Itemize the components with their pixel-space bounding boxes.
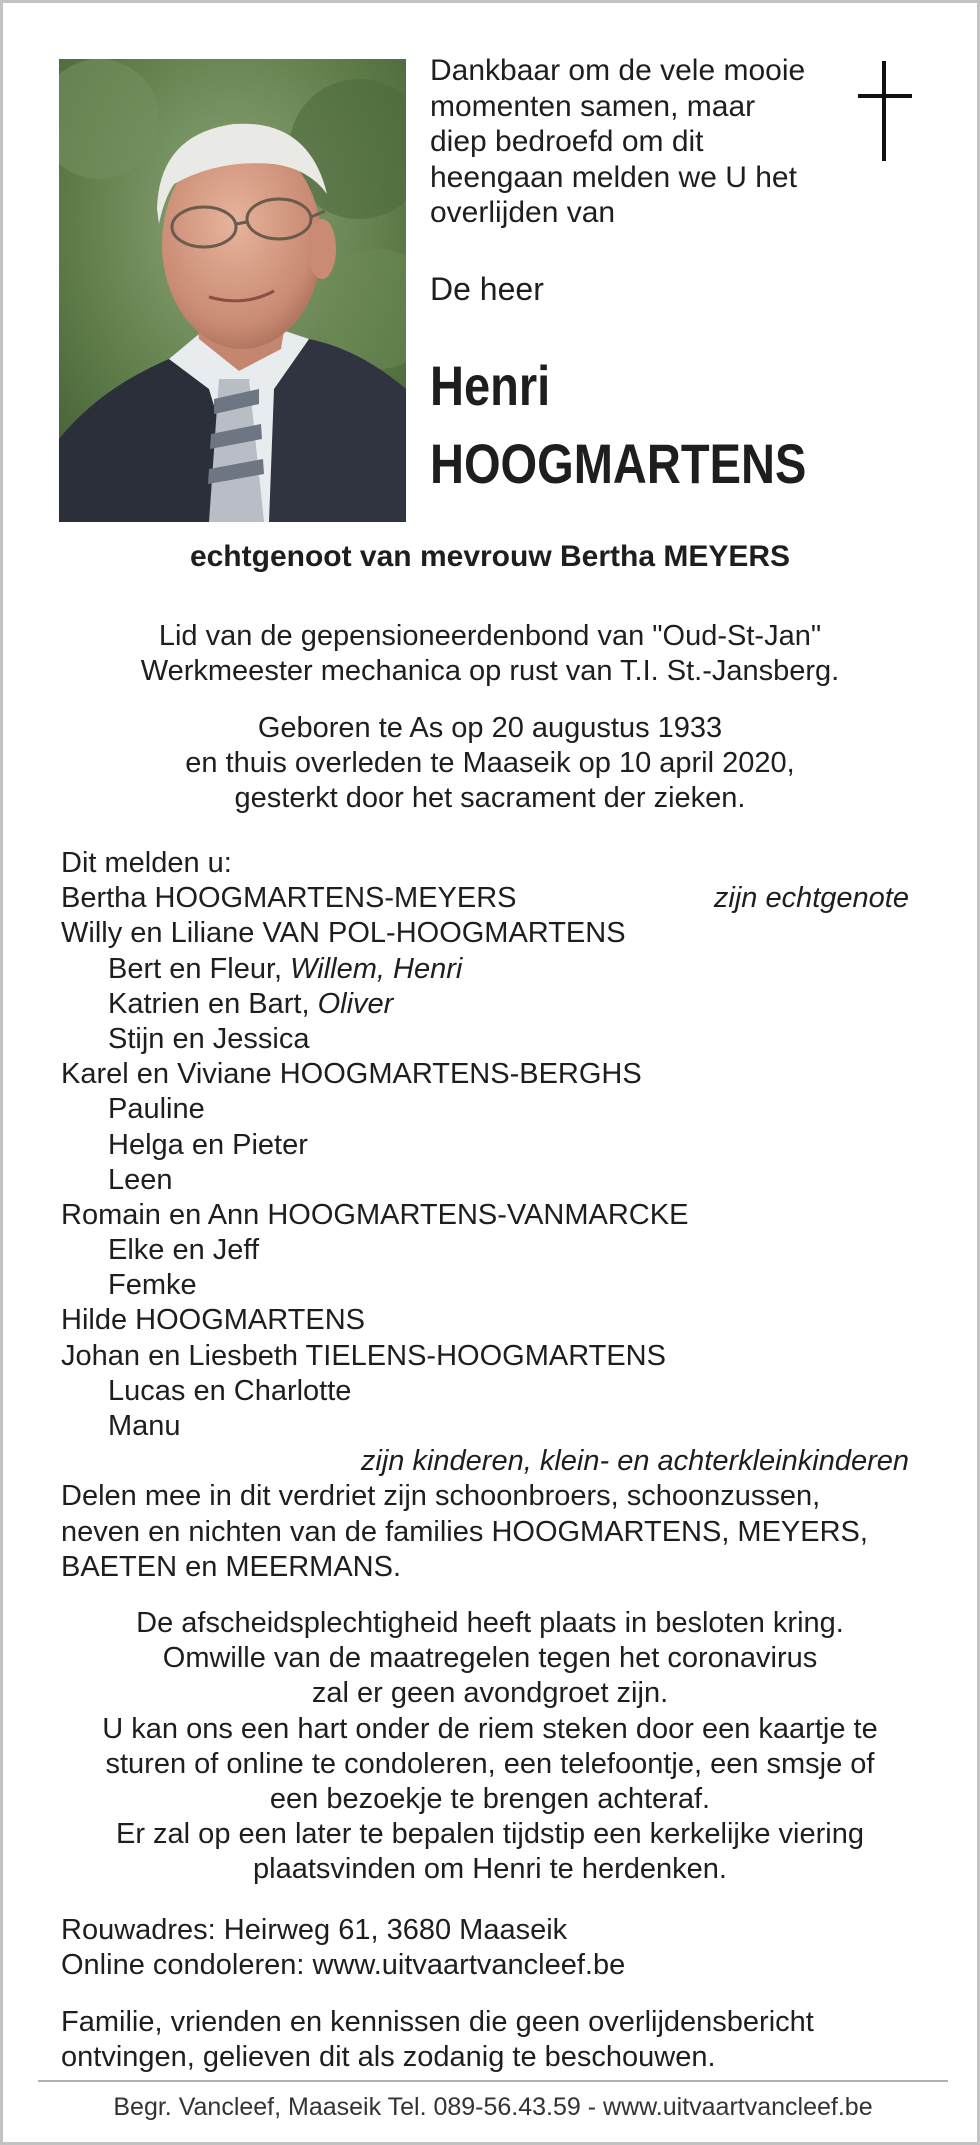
extended-line: neven en nichten van de families HOOGMARTENS, MEYERS,	[61, 1515, 868, 1548]
intro-text	[430, 53, 850, 231]
ceremony-line: U kan ons een hart onder de riem steken door een kaartje te	[102, 1712, 878, 1745]
family-grandchild: Lucas en Charlotte	[108, 1374, 352, 1407]
ceremony-line: Omwille van de maatregelen tegen het coronavirus	[162, 1642, 818, 1675]
cross-icon	[855, 61, 915, 161]
great-grandchild-names: Willem, Henri	[290, 952, 463, 985]
portrait-photo	[59, 59, 406, 522]
grandchild-names: Katrien en Bart,	[108, 987, 318, 1020]
family-child: Karel en Viviane HOOGMARTENS-BERGHS	[61, 1058, 642, 1091]
family-child: Romain en Ann HOOGMARTENS-VANMARCKE	[61, 1198, 689, 1231]
family-list	[61, 846, 941, 1585]
footer-divider	[38, 2080, 948, 2082]
extended-line: BAETEN en MEERMANS.	[61, 1550, 402, 1583]
honorific: De heer	[430, 271, 544, 307]
family-grandchild	[61, 987, 941, 1022]
notice-line: Familie, vrienden en kennissen die geen overlijdensbericht	[61, 2006, 814, 2038]
extended-line: Delen mee in dit verdriet zijn schoonbroers, schoonzussen,	[61, 1480, 821, 1513]
notice-line: ontvingen, gelieven dit als zodanig te beschouwen.	[61, 2041, 716, 2074]
great-grandchild-names: Oliver	[317, 987, 394, 1020]
contact-block	[61, 1913, 941, 1983]
spouse-role: zijn echtgenote	[713, 882, 909, 915]
intro-line: momenten samen, maar	[430, 89, 756, 123]
family-grandchild: Helga en Pieter	[108, 1128, 308, 1161]
sacrament-line: gesterkt door het sacrament der zieken.	[234, 782, 746, 815]
family-grandchild: Femke	[108, 1269, 197, 1302]
death-line: en thuis overleden te Maaseik op 10 april 2020,	[185, 747, 795, 780]
footer-text: Begr. Vancleef, Maaseik Tel. 089-56.43.59 - www.uitvaartvancleef.be	[113, 2093, 873, 2121]
family-child: Hilde HOOGMARTENS	[61, 1304, 366, 1337]
spouse-line: echtgenoot van mevrouw Bertha MEYERS	[189, 540, 791, 573]
family-heading: Dit melden u:	[61, 847, 232, 879]
ceremony-line: plaatsvinden om Henri te herdenken.	[253, 1853, 727, 1886]
ceremony-line: zal er geen avondgroet zijn.	[311, 1677, 669, 1710]
family-grandchild: Stijn en Jessica	[108, 1022, 310, 1055]
ceremony-block	[3, 1606, 977, 1888]
intro-line: overlijden van	[430, 196, 616, 229]
intro-line: Dankbaar om de vele mooie	[430, 54, 806, 87]
family-grandchild	[61, 952, 941, 987]
family-spouse	[61, 881, 941, 916]
intro-line: heengaan melden we U het	[430, 160, 797, 194]
online-condolence: Online condoleren: www.uitvaartvancleef.be	[61, 1949, 626, 1982]
first-name: Henri	[430, 354, 551, 417]
ceremony-line: een bezoekje te brengen achteraf.	[269, 1783, 711, 1816]
birth-line: Geboren te As op 20 augustus 1933	[257, 712, 723, 744]
ceremony-line: De afscheidsplechtigheid heeft plaats in besloten kring.	[136, 1607, 844, 1639]
bio-line: Lid van de gepensioneerdenbond van "Oud-St-Jan"	[158, 620, 822, 652]
family-grandchild: Elke en Jeff	[108, 1234, 260, 1267]
family-child: Willy en Liliane VAN POL-HOOGMARTENS	[61, 917, 626, 950]
birth-death-block	[3, 711, 977, 817]
mourning-address: Rouwadres: Heirweg 61, 3680 Maaseik	[61, 1914, 568, 1946]
bio-line: Werkmeester mechanica op rust van T.I. St.-Jansberg.	[140, 655, 840, 688]
deceased-name	[430, 347, 806, 503]
family-grandchild: Pauline	[108, 1093, 205, 1126]
family-child: Johan en Liesbeth TIELENS-HOOGMARTENS	[61, 1339, 666, 1372]
ceremony-line: Er zal op een later te bepalen tijdstip een kerkelijke viering	[116, 1818, 864, 1851]
family-grandchild: Leen	[108, 1163, 173, 1196]
last-name: HOOGMARTENS	[430, 432, 807, 495]
bio-block	[3, 619, 977, 689]
intro-line: diep bedroefd om dit	[430, 125, 704, 158]
family-grandchild: Manu	[108, 1410, 181, 1442]
grandchild-names: Bert en Fleur,	[108, 952, 291, 985]
children-role: zijn kinderen, klein- en achterkleinkinderen	[360, 1445, 909, 1478]
spouse-name: Bertha HOOGMARTENS-MEYERS	[61, 882, 517, 915]
ceremony-line: sturen of online te condoleren, een telefoontje, een smsje of	[105, 1747, 875, 1780]
notice-block	[61, 2005, 941, 2075]
